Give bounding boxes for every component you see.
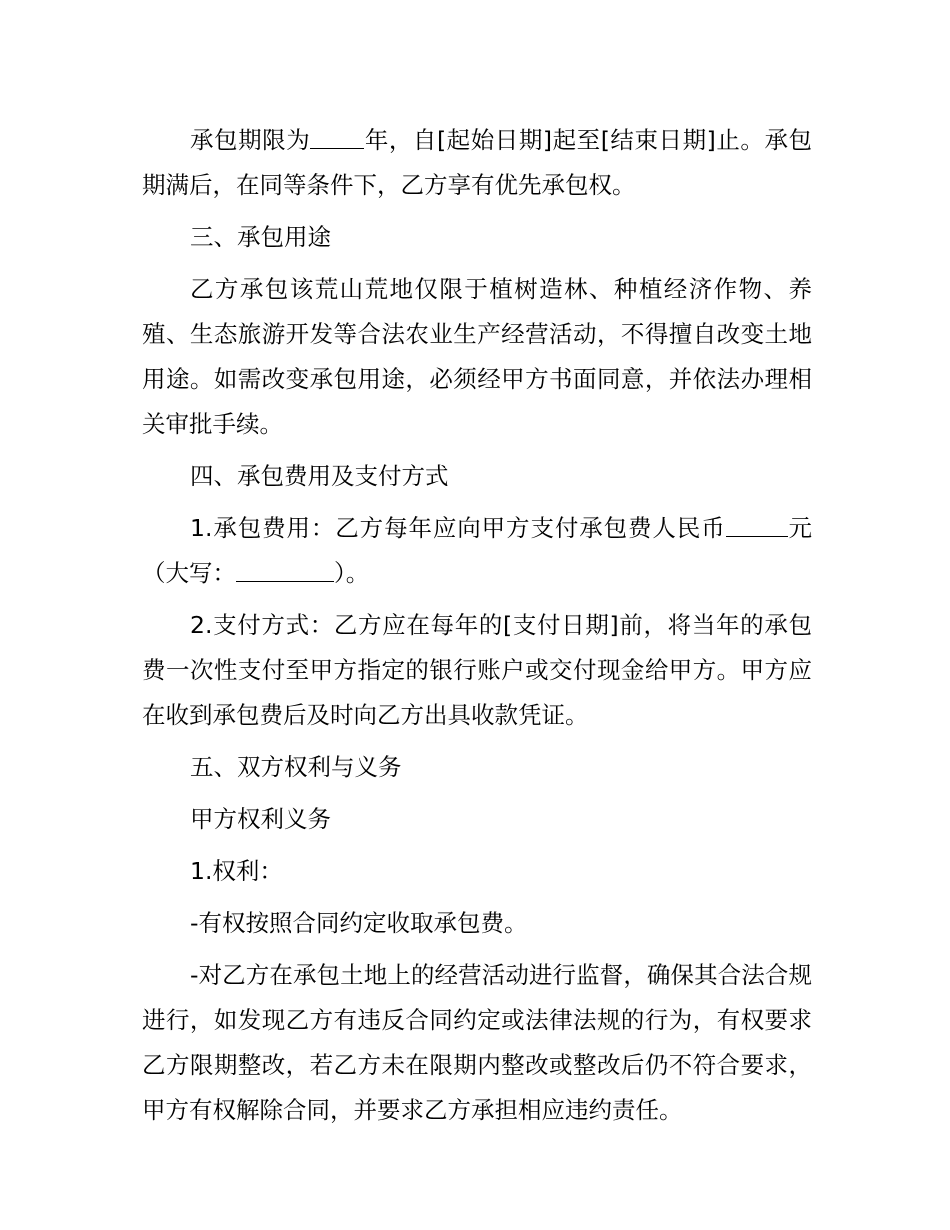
text-segment: 承包期限为 xyxy=(190,126,311,154)
blank-fee-amount[interactable] xyxy=(726,513,788,538)
text-segment: 年，自[起始日期]起至[结束日期]止。承包期满后，在同等条件下，乙方享有优先承包权。 xyxy=(142,126,812,199)
paragraph-payment-method: 2.支付方式：乙方应在每年的[支付日期]前，将当年的承包费一次性支付至甲方指定的银行账户或交付现金给甲方。甲方应在收到承包费后及时向乙方出具收款凭证。 xyxy=(142,611,812,729)
section-heading-rights: 五、双方权利与义务 xyxy=(190,753,402,781)
text-segment: 元（大写： xyxy=(142,514,813,587)
paragraph-usage-body: 乙方承包该荒山荒地仅限于植树造林、种植经济作物、养殖、生态旅游开发等合法农业生产经营活动，不得擅自改变土地用途。如需改变承包用途，必须经甲方书面同意，并依法办理相关审批手续。 xyxy=(142,275,812,438)
document-page xyxy=(142,118,812,1140)
paragraph-fee-amount xyxy=(142,506,812,596)
section-heading-usage: 三、承包用途 xyxy=(190,223,331,251)
party-a-right-supervise: -对乙方在承包土地上的经营活动进行监督，确保其合法合规进行，如发现乙方有违反合同约定或法律法规的行为，有权要求乙方限期整改，若乙方未在限期内整改或整改后仍不符合要求，甲方有权解除合同，并要求乙方承担相应违约责任。 xyxy=(142,961,812,1124)
text-segment: 1.承包费用：乙方每年应向甲方支付承包费人民币 xyxy=(190,514,726,542)
blank-fee-amount-capital[interactable] xyxy=(236,558,334,583)
blank-term-years[interactable] xyxy=(310,125,364,150)
subheading-party-a-rights: 1.权利： xyxy=(190,857,283,885)
paragraph-term-period xyxy=(142,118,812,208)
text-segment: ）。 xyxy=(334,559,370,587)
subheading-party-a: 甲方权利义务 xyxy=(190,805,331,833)
section-heading-fees: 四、承包费用及支付方式 xyxy=(190,462,449,490)
party-a-right-fee: -有权按照合同约定收取承包费。 xyxy=(190,909,528,937)
